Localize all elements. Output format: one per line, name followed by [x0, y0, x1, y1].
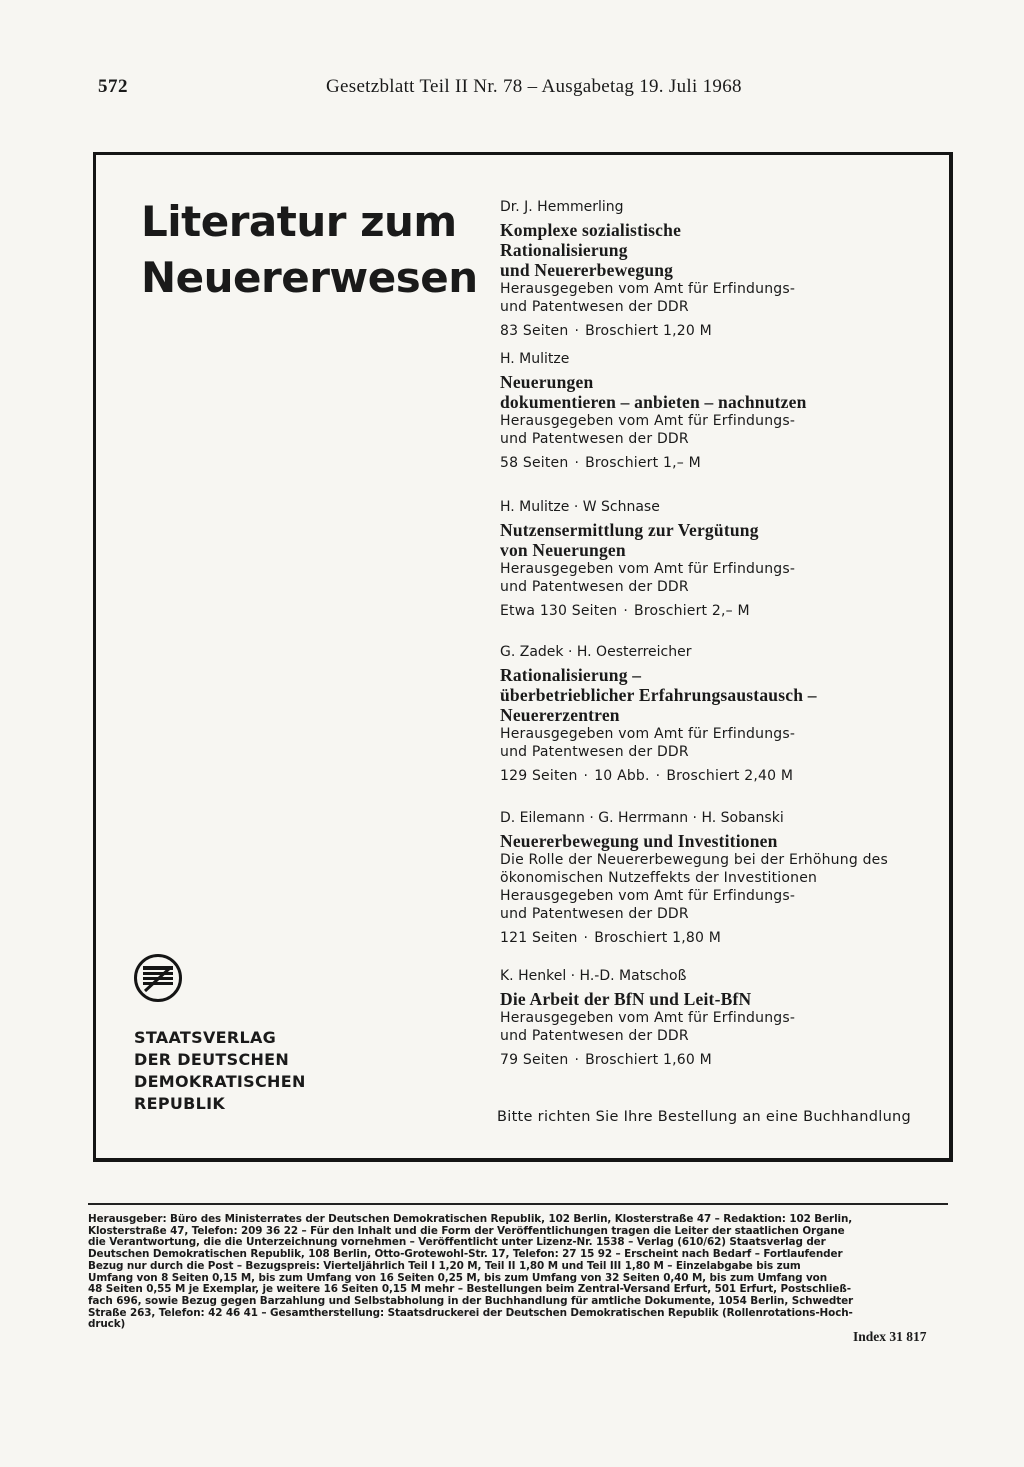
imprint-text — [88, 1214, 948, 1331]
book-pages: 129 Seiten — [500, 768, 578, 784]
imprint-line: Straße 263, Telefon: 42 46 41 – Gesamtherstellung: Staatsdruckerei der Deutschen Demokratischen Republik (Rollenrotations-Hoch- — [88, 1307, 853, 1319]
book-title-line: und Neuererbewegung — [500, 260, 674, 280]
index-number: Index 31 817 — [853, 1329, 927, 1344]
book-description-line: und Patentwesen der DDR — [500, 299, 689, 315]
footer-divider — [88, 1203, 948, 1205]
book-price: Broschiert 2,– M — [634, 603, 750, 619]
book-description-line: Herausgegeben vom Amt für Erfindungs- — [500, 413, 796, 429]
book-pages: 79 Seiten — [500, 1052, 569, 1068]
book-price: Broschiert 1,80 M — [594, 930, 721, 946]
book-description — [500, 280, 920, 316]
journal-title: Gesetzblatt Teil II Nr. 78 – Ausgabetag 19. Juli 1968 — [326, 76, 742, 97]
book-meta: 79 Seiten · Broschiert 1,60 M — [500, 1052, 712, 1068]
book-description — [500, 560, 920, 596]
publisher-line: DEMOKRATISCHEN — [134, 1072, 306, 1091]
imprint-line: Umfang von 8 Seiten 0,15 M, bis zum Umfang von 16 Seiten 0,25 M, bis zum Umfang von 32 Seiten 0,40 M, bis zum Umfang von — [88, 1272, 827, 1284]
ad-title — [141, 194, 478, 306]
book-price: Broschiert 1,60 M — [585, 1052, 712, 1068]
book-title-line: Rationalisierung – — [500, 665, 642, 685]
imprint-line: Deutschen Demokratischen Republik, 108 Berlin, Otto-Grotewohl-Str. 17, Telefon: 27 15 92 – Erscheint nach Bedarf – Fortlaufender — [88, 1249, 843, 1261]
book-price: Broschiert 2,40 M — [666, 768, 794, 784]
publisher-line: REPUBLIK — [134, 1094, 226, 1113]
book-description-line: und Patentwesen der DDR — [500, 744, 689, 760]
book-entry — [500, 498, 920, 643]
book-entry — [500, 643, 920, 809]
imprint-line: druck) — [88, 1319, 126, 1331]
book-title — [500, 989, 920, 1009]
book-list — [500, 198, 920, 1069]
book-title — [500, 665, 920, 725]
order-note: Bitte richten Sie Ihre Bestellung an eine Buchhandlung — [497, 1109, 912, 1125]
book-title — [500, 220, 920, 280]
book-meta: 129 Seiten · 10 Abb. · Broschiert 2,40 M — [500, 768, 794, 784]
book-title-line: Die Arbeit der BfN und Leit-BfN — [500, 989, 752, 1009]
book-description-line: und Patentwesen der DDR — [500, 906, 689, 922]
book-description-line: Herausgegeben vom Amt für Erfindungs- — [500, 888, 796, 904]
book-entry — [500, 198, 920, 350]
book-description-line: ökonomischen Nutzeffekts der Investitionen — [500, 870, 818, 886]
book-title-line: von Neuerungen — [500, 540, 626, 560]
book-meta: 83 Seiten · Broschiert 1,20 M — [500, 323, 712, 339]
book-meta: 58 Seiten · Broschiert 1,– M — [500, 455, 701, 471]
book-title — [500, 372, 920, 412]
book-description — [500, 851, 920, 923]
book-illustrations: 10 Abb. — [594, 768, 650, 784]
book-description-line: Herausgegeben vom Amt für Erfindungs- — [500, 281, 796, 297]
book-meta: Etwa 130 Seiten · Broschiert 2,– M — [500, 603, 750, 619]
book-pages: 83 Seiten — [500, 323, 569, 339]
book-author: K. Henkel · H.-D. Matschoß — [500, 968, 687, 984]
publisher-line: STAATSVERLAG — [134, 1028, 277, 1047]
book-entry — [500, 809, 920, 967]
book-author: H. Mulitze · W Schnase — [500, 499, 660, 515]
book-meta: 121 Seiten · Broschiert 1,80 M — [500, 930, 721, 946]
book-description-line: und Patentwesen der DDR — [500, 1028, 689, 1044]
page-header — [0, 76, 1024, 106]
imprint-line: Klosterstraße 47, Telefon: 209 36 22 – Für den Inhalt und die Form der Veröffentlichungen tragen die Leiter der staatlichen Organe — [88, 1225, 845, 1237]
book-title-line: Neuererbewegung und Investitionen — [500, 831, 778, 851]
ad-title-line: Literatur zum — [141, 197, 457, 246]
book-description-line: Herausgegeben vom Amt für Erfindungs- — [500, 1010, 796, 1026]
book-pages: 58 Seiten — [500, 455, 569, 471]
book-description — [500, 412, 920, 448]
book-title — [500, 520, 920, 560]
imprint-line: Bezug nur durch die Post – Bezugspreis: Vierteljährlich Teil I 1,20 M, Teil II 1,80 M und Teil III 1,80 M – Einzelabgabe bis zum — [88, 1260, 801, 1272]
imprint-line: 48 Seiten 0,55 M je Exemplar, je weitere 16 Seiten 0,15 M mehr – Bestellungen beim Zentral-Versand Erfurt, 501 Erfurt, Postschließ- — [88, 1284, 851, 1296]
page-number: 572 — [98, 76, 128, 97]
book-price: Broschiert 1,– M — [585, 455, 701, 471]
book-description-line: und Patentwesen der DDR — [500, 579, 689, 595]
book-pages: 121 Seiten — [500, 930, 578, 946]
book-description-line: Die Rolle der Neuererbewegung bei der Erhöhung des — [500, 852, 888, 868]
book-author: D. Eilemann · G. Herrmann · H. Sobanski — [500, 810, 784, 826]
book-title-line: Komplexe sozialistische — [500, 220, 682, 240]
publisher-logo-icon — [133, 953, 183, 1003]
publisher-line: DER DEUTSCHEN — [134, 1050, 290, 1069]
imprint-line: Herausgeber: Büro des Ministerrates der Deutschen Demokratischen Republik, 102 Berlin, Klosterstraße 47 – Redaktion: 102 Berlin, — [88, 1214, 853, 1225]
book-description — [500, 1009, 920, 1045]
book-title-line: Nutzensermittlung zur Vergütung — [500, 520, 759, 540]
imprint-line: die Verantwortung, die die Unterzeichnung vornehmen – Veröffentlicht unter Lizenz-Nr. 1538 – Verlag (610/62) Staatsverlag der — [88, 1237, 826, 1249]
book-description-line: Herausgegeben vom Amt für Erfindungs- — [500, 726, 796, 742]
book-title-line: Rationalisierung — [500, 240, 628, 260]
book-entry — [500, 967, 920, 1069]
ad-title-line: Neuererwesen — [141, 253, 478, 302]
book-author: Dr. J. Hemmerling — [500, 199, 624, 215]
book-price: Broschiert 1,20 M — [585, 323, 712, 339]
book-title-line: überbetrieblicher Erfahrungsaustausch – — [500, 685, 817, 705]
book-description — [500, 725, 920, 761]
book-title-line: Neuerungen — [500, 372, 594, 392]
book-title-line: Neuererzentren — [500, 705, 620, 725]
book-entry — [500, 350, 920, 498]
book-author: G. Zadek · H. Oesterreicher — [500, 644, 692, 660]
publisher-name — [134, 1027, 306, 1115]
book-pages: Etwa 130 Seiten — [500, 603, 618, 619]
book-title — [500, 831, 920, 851]
book-description-line: Herausgegeben vom Amt für Erfindungs- — [500, 561, 796, 577]
book-title-line: dokumentieren – anbieten – nachnutzen — [500, 392, 807, 412]
book-author: H. Mulitze — [500, 351, 570, 367]
book-description-line: und Patentwesen der DDR — [500, 431, 689, 447]
imprint-line: fach 696, sowie Bezug gegen Barzahlung und Selbstabholung in der Buchhandlung für amtliche Dokumente, 1054 Berlin, Schwedter — [88, 1295, 854, 1307]
